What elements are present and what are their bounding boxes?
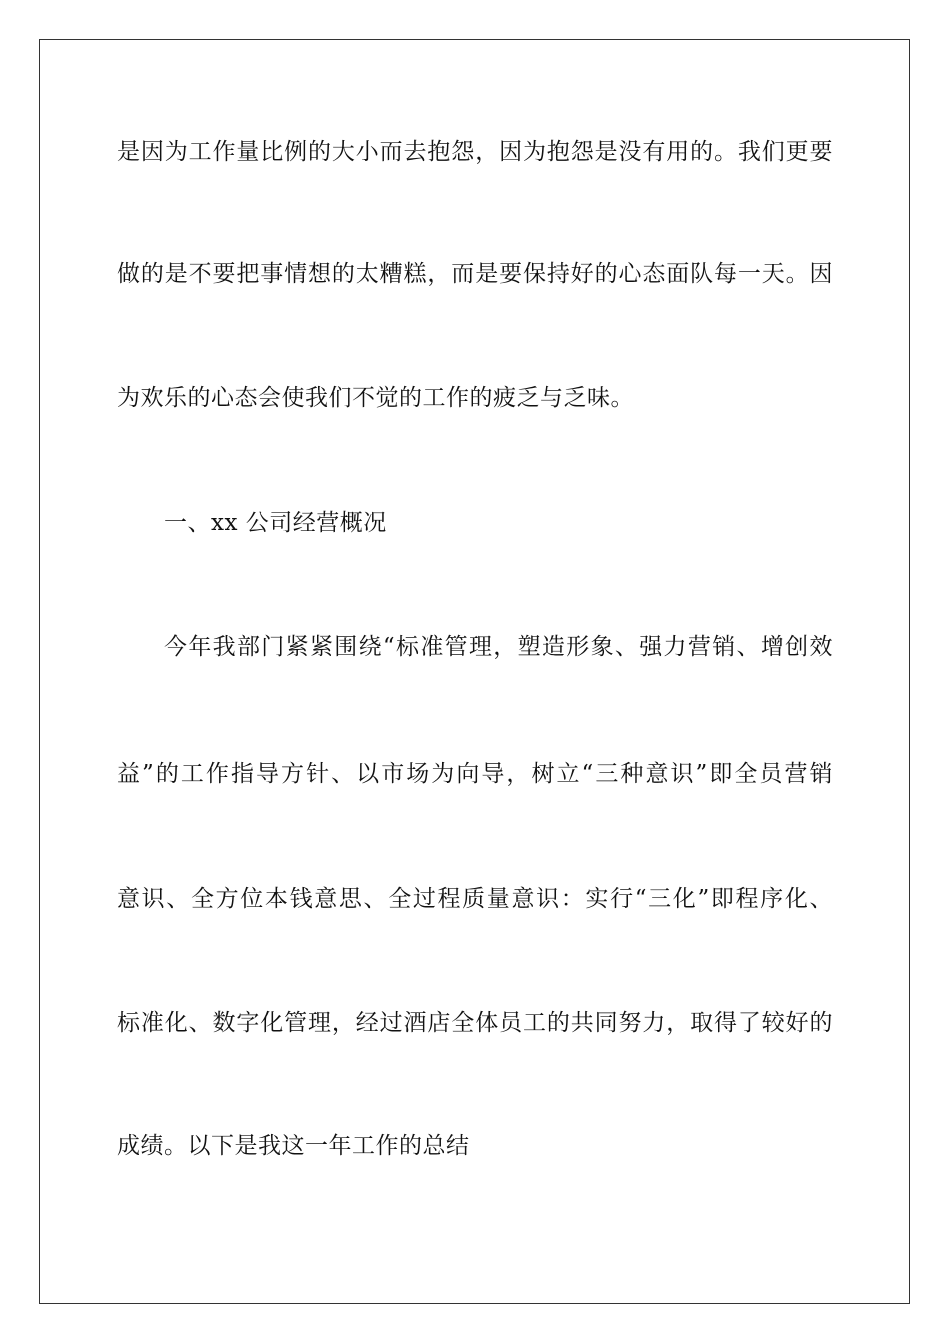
body-line-7: 意识、全方位本钱意思、全过程质量意识：实行“三化”即程序化、 [117, 886, 833, 912]
section-heading: 一、xx 公司经营概况 [164, 510, 387, 536]
body-line-9: 成绩。以下是我这一年工作的总结 [117, 1133, 470, 1159]
body-line-8: 标准化、数字化管理，经过酒店全体员工的共同努力，取得了较好的 [117, 1010, 833, 1036]
body-line-1: 是因为工作量比例的大小而去抱怨，因为抱怨是没有用的。我们更要 [117, 139, 833, 165]
page-border [39, 39, 910, 1304]
body-line-3: 为欢乐的心态会使我们不觉的工作的疲乏与乏味。 [117, 385, 634, 411]
body-line-5: 今年我部门紧紧围绕“标准管理，塑造形象、强力营销、增创效 [164, 634, 833, 660]
body-line-6: 益”的工作指导方针、以市场为向导，树立“三种意识”即全员营销 [117, 761, 833, 787]
body-line-2: 做的是不要把事情想的太糟糕，而是要保持好的心态面队每一天。因 [117, 261, 833, 287]
